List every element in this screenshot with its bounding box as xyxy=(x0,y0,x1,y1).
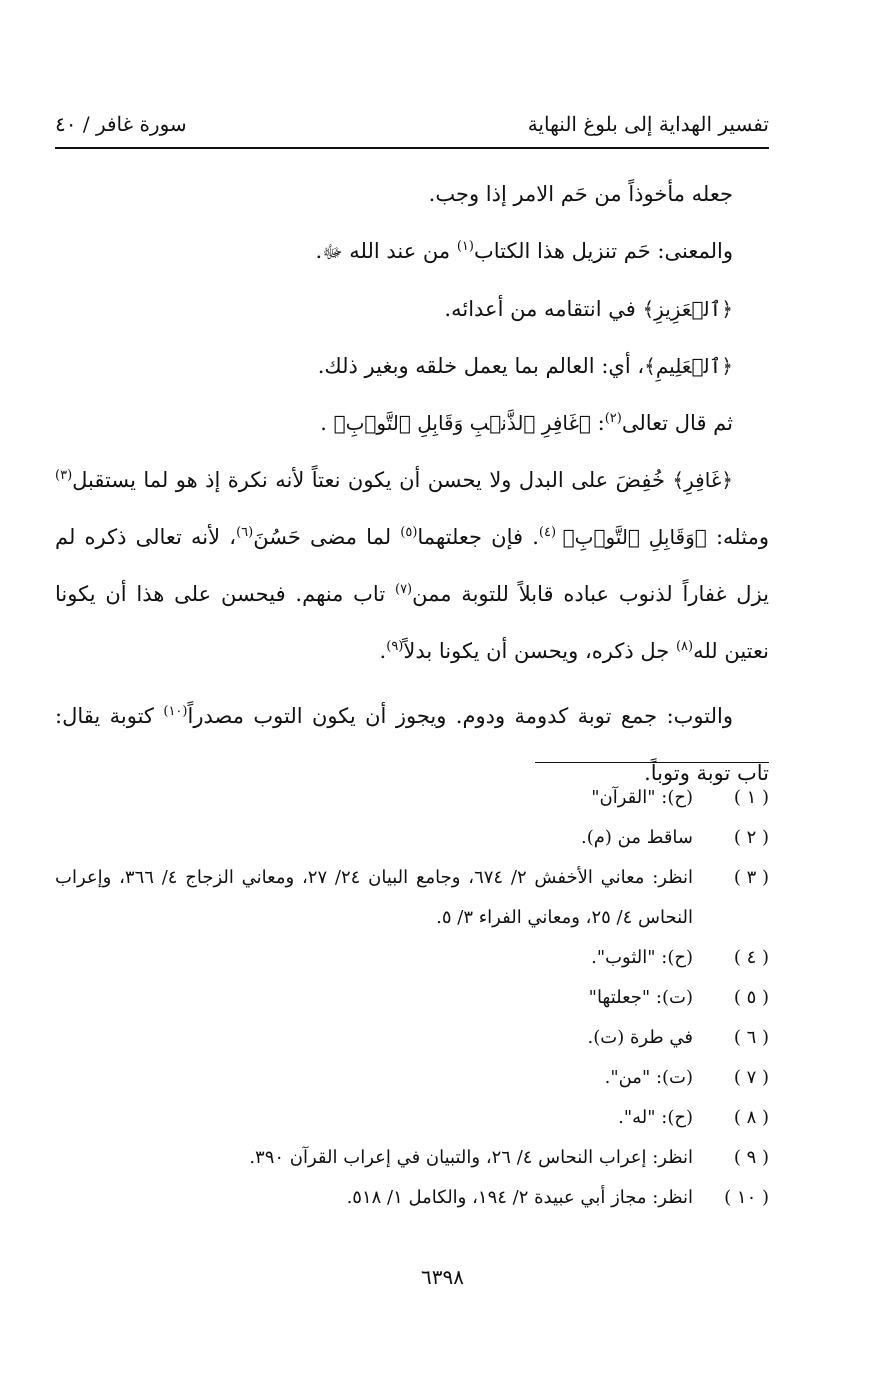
text-span: . فإن جعلتهما xyxy=(417,525,539,549)
honorific-glyph: ﷻ xyxy=(322,242,343,263)
footnote-number: ( ١ ) xyxy=(733,787,769,808)
footnote xyxy=(55,1178,769,1218)
quran-term: ﴿ٱلۡعَلِيمِ﴾ xyxy=(644,354,733,378)
footnote-text: انظر: مجاز أبي عبيدة ٢/ ١٩٤، والكامل ١/ ٥١٨. xyxy=(346,1187,693,1208)
footnote-text: ساقط من (م). xyxy=(581,827,693,848)
footnote-ref-5: (٥) xyxy=(400,525,418,540)
footnote-text: (ت): "من". xyxy=(604,1067,693,1088)
header-rule xyxy=(55,147,769,149)
footnote-ref-1: (١) xyxy=(456,239,474,254)
text-span: تاب منهم. فيحسن على هذا أن يكونا نعتين لله xyxy=(55,582,769,663)
footnote-ref-4: (٤) xyxy=(538,525,563,540)
footnote xyxy=(55,858,769,938)
running-header xyxy=(55,104,769,144)
text-span: خُفِضَ على البدل ولا يحسن أن يكون نعتاً لأنه نكرة إذ هو لما يستقبل xyxy=(72,468,673,492)
footnote-number: ( ١٠ ) xyxy=(724,1187,769,1208)
footnote-ref-3: (٣) xyxy=(55,468,73,483)
text-span: . xyxy=(379,639,387,663)
text-span: والتوب: جمع توبة كدومة ودوم. ويجوز أن يكون التوب مصدراً xyxy=(187,704,733,728)
footnote-number: ( ٩ ) xyxy=(733,1147,769,1168)
footnote-number: ( ٦ ) xyxy=(733,1027,769,1048)
footnote-number: ( ٢ ) xyxy=(733,827,769,848)
text-span: في انتقامه من أعدائه. xyxy=(444,297,643,321)
footnote xyxy=(55,818,769,858)
footnote-text: (ح): "القرآن" xyxy=(591,787,693,808)
footnote xyxy=(55,938,769,978)
text-span: كتوبة يقال: تاب توبة وتوباً. xyxy=(55,704,769,785)
footnote-separator xyxy=(535,762,769,763)
text-span: لما مضى حَسُنَ xyxy=(253,525,401,549)
footnote-text: انظر: إعراب النحاس ٤/ ٢٦، والتبيان في إعراب القرآن ٣٩٠. xyxy=(249,1147,693,1168)
footnote xyxy=(55,1018,769,1058)
footnote-ref-2: (٢) xyxy=(604,411,622,426)
quran-verse: ﴿غَافِرِ ٱلذَّنۢبِ وَقَابِلِ ٱلتَّوۡبِ﴾ xyxy=(333,411,591,435)
text-span: جل ذكره، ويحسن أن يكونا بدلاً xyxy=(403,639,676,663)
paragraph-3 xyxy=(55,281,769,338)
footnote-number: ( ٤ ) xyxy=(733,947,769,968)
footnote-number: ( ٥ ) xyxy=(733,987,769,1008)
paragraph-4 xyxy=(55,338,769,395)
footnote-text: (ح): "الثوب". xyxy=(591,947,693,968)
paragraph-6 xyxy=(55,452,769,680)
footnote-ref-8: (٨) xyxy=(675,639,694,654)
paragraph-5 xyxy=(55,395,769,452)
text-span: : xyxy=(590,411,605,435)
quran-term: ﴿وَقَابِلِ ٱلتَّوۡبِ﴾ xyxy=(562,525,707,549)
footnote-ref-6: (٦) xyxy=(236,525,254,540)
text-span: ثم قال تعالى xyxy=(621,411,733,435)
text-span: ، أي: العالم بما يعمل خلقه وبغير ذلك. xyxy=(317,354,645,378)
footnote-ref-7: (٧) xyxy=(394,582,413,597)
quran-term: ﴿ٱلۡعَزِيزِ﴾ xyxy=(642,297,733,321)
page-number: ٦٣٩٨ xyxy=(421,1265,464,1289)
footnote-number: ( ٨ ) xyxy=(733,1107,769,1128)
footnote-text: انظر: معاني الأخفش ٢/ ٦٧٤، وجامع البيان ٢٤/ ٢٧، ومعاني الزجاج ٤/ ٣٦٦، وإعراب النحاس ٤/ ٢٥، ومعاني الفراء ٣/ ٥. xyxy=(55,867,693,928)
surah-and-page: سورة غافر / ٤٠ xyxy=(55,112,187,136)
book-title: تفسير الهداية إلى بلوغ النهاية xyxy=(527,112,769,136)
paragraph-1: جعله مأخوذاً من حَم الامر إذا وجب. xyxy=(428,182,733,206)
text-span: والمعنى: حَم تنزيل هذا الكتاب xyxy=(473,239,733,263)
footnote-number: ( ٧ ) xyxy=(733,1067,769,1088)
text-span: ، لأنه تعالى ذكره لم يزل غفاراً لذنوب عباده قابلاً للتوبة ممن xyxy=(55,525,769,606)
footnote-ref-9: (٩) xyxy=(386,639,404,654)
text-span: . xyxy=(315,239,323,263)
text-span: . xyxy=(320,411,334,435)
footnote xyxy=(55,978,769,1018)
footnote-ref-10: (١٠) xyxy=(163,704,188,719)
main-text xyxy=(55,166,769,802)
footnote xyxy=(55,1098,769,1138)
footnotes xyxy=(55,778,769,1218)
footnote-number: ( ٣ ) xyxy=(733,867,769,888)
footnote-text: (ح): "له". xyxy=(618,1107,693,1128)
footnote-text: في طرة (ت). xyxy=(587,1027,693,1048)
footnote xyxy=(55,778,769,818)
text-span: من عند الله xyxy=(342,239,457,263)
text-span: ومثله: xyxy=(706,525,769,549)
footnote xyxy=(55,1058,769,1098)
footnote xyxy=(55,1138,769,1178)
quran-term: ﴿غَافِرِ﴾ xyxy=(672,468,733,492)
footnote-text: (ت): "جعلتها" xyxy=(588,987,693,1008)
paragraph-2 xyxy=(55,223,769,281)
